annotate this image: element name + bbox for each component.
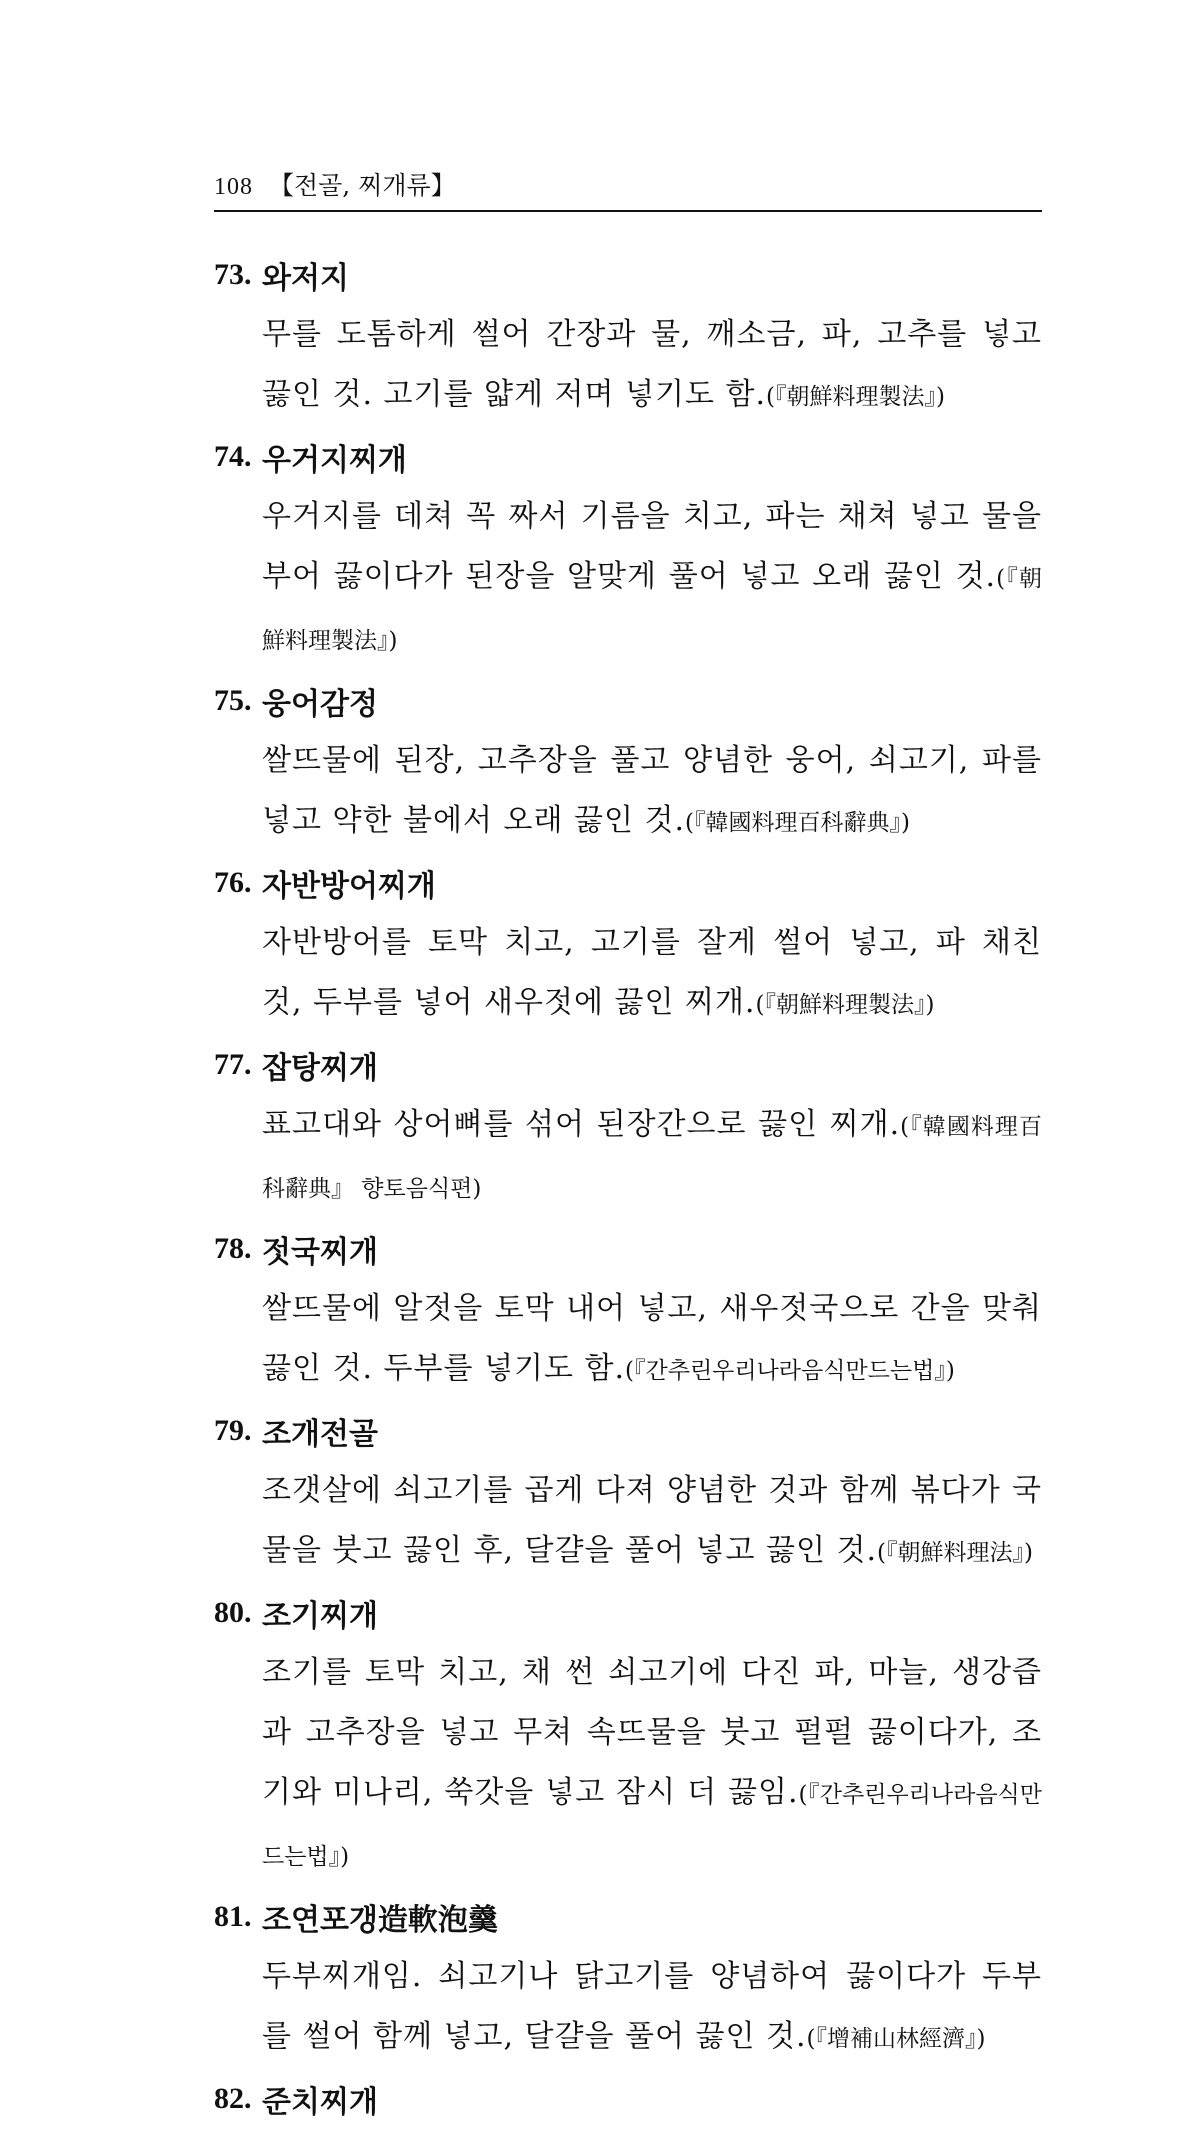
entry-description xyxy=(262,1947,1042,2069)
running-header xyxy=(214,166,456,202)
entry-name: 잡탕찌개 xyxy=(262,1051,378,1086)
entry-source: (『韓國料理百科辭典』) xyxy=(684,810,910,836)
entry-number: 77. xyxy=(214,1048,252,1081)
entry-title xyxy=(214,1219,1042,1279)
entry-description xyxy=(262,913,1042,1035)
entry-number: 73. xyxy=(214,258,252,291)
entry-text: 쌀뜨물에 된장, 고추장을 풀고 양념한 웅어, 쇠고기, 파를 넣고 약한 불에서 오래 끓인 것. xyxy=(262,743,1042,838)
entry-number: 81. xyxy=(214,1900,252,1933)
entry-74 xyxy=(214,427,1042,671)
entry-name: 조연포갱造軟泡羹 xyxy=(262,1903,498,1938)
entry-number: 74. xyxy=(214,440,252,473)
entry-number: 79. xyxy=(214,1414,252,1447)
entry-description xyxy=(262,1461,1042,1583)
entry-description xyxy=(262,487,1042,671)
entry-title xyxy=(214,245,1042,305)
entry-77 xyxy=(214,1035,1042,1219)
entry-source: (『朝鮮料理製法』) xyxy=(262,566,1042,654)
entry-name: 조기찌개 xyxy=(262,1599,378,1634)
entry-title xyxy=(214,1401,1042,1461)
header-rule xyxy=(214,210,1042,212)
entry-text: 쌀뜨물에 알젓을 토막 내어 넣고, 새우젓국으로 간을 맞춰 끓인 것. 두부를 넣기도 함. xyxy=(262,1291,1042,1386)
entry-number: 78. xyxy=(214,1232,252,1265)
entry-name: 젓국찌개 xyxy=(262,1235,378,1270)
entry-source: (『朝鮮料理製法』) xyxy=(755,992,935,1018)
page-number: 108 xyxy=(214,174,253,200)
entry-text: 자반방어를 토막 치고, 고기를 잘게 썰어 넣고, 파 채친 것, 두부를 넣어 새우젓에 끓인 찌개. xyxy=(262,925,1042,1020)
entry-name: 조개전골 xyxy=(262,1417,378,1452)
entry-name: 와저지 xyxy=(262,261,349,296)
entry-text: 무를 도톰하게 썰어 간장과 물, 깨소금, 파, 고추를 넣고 끓인 것. 고기를 얇게 저며 넣기도 함. xyxy=(262,317,1042,412)
entry-description xyxy=(262,305,1042,427)
entry-80 xyxy=(214,1583,1042,1887)
entry-source: (『간추린우리나라음식만드는법』) xyxy=(625,1358,955,1384)
entry-text: 두부찌개임. 쇠고기나 닭고기를 양념하여 끓이다가 두부를 썰어 함께 넣고, 달걀을 풀어 끓인 것. xyxy=(262,1959,1042,2054)
entry-description xyxy=(262,1279,1042,1401)
entry-source: (『韓國料理百科辭典』 향토음식편) xyxy=(262,1114,1042,1202)
entry-name: 웅어감정 xyxy=(262,687,378,722)
entry-number: 75. xyxy=(214,684,252,717)
entry-78 xyxy=(214,1219,1042,1401)
entry-81 xyxy=(214,1887,1042,2069)
entry-text: 우거지를 데쳐 꼭 짜서 기름을 치고, 파는 채쳐 넣고 물을 부어 끓이다가 된장을 알맞게 풀어 넣고 오래 끓인 것. xyxy=(262,499,1042,594)
entry-text: 조기를 토막 치고, 채 썬 쇠고기에 다진 파, 마늘, 생강즙과 고추장을 넣고 무쳐 속뜨물을 붓고 펄펄 끓이다가, 조기와 미나리, 쑥갓을 넣고 잠시 더 끓임. xyxy=(262,1655,1042,1810)
entry-79 xyxy=(214,1401,1042,1583)
entry-description xyxy=(262,1095,1042,1219)
entry-name: 준치찌개 xyxy=(262,2085,378,2120)
entry-name: 우거지찌개 xyxy=(262,443,407,478)
entry-number: 80. xyxy=(214,1596,252,1629)
entry-title xyxy=(214,853,1042,913)
entry-text: 표고대와 상어뼈를 섞어 된장간으로 끓인 찌개. xyxy=(262,1107,901,1142)
entry-title xyxy=(214,1583,1042,1643)
entry-source: (『朝鮮料理法』) xyxy=(877,1540,1033,1566)
entry-number: 82. xyxy=(214,2082,252,2115)
section-title: 【전골, 찌개류】 xyxy=(269,171,456,200)
entry-82 xyxy=(214,2069,1042,2129)
entry-title xyxy=(214,427,1042,487)
entry-number: 76. xyxy=(214,866,252,899)
entry-76 xyxy=(214,853,1042,1035)
entry-source: (『增補山林經濟』) xyxy=(806,2026,986,2052)
entry-source: (『朝鮮料理製法』) xyxy=(766,384,945,410)
entry-73 xyxy=(214,245,1042,427)
entry-title xyxy=(214,1887,1042,1947)
entry-75 xyxy=(214,671,1042,853)
entry-title xyxy=(214,2069,1042,2129)
entry-source: (『간추린우리나라음식만드는법』) xyxy=(262,1782,1042,1870)
entry-list xyxy=(214,245,1042,2129)
entry-text: 조갯살에 쇠고기를 곱게 다져 양념한 것과 함께 볶다가 국물을 붓고 끓인 후, 달걀을 풀어 넣고 끓인 것. xyxy=(262,1473,1042,1568)
entry-title xyxy=(214,1035,1042,1095)
entry-description xyxy=(262,1643,1042,1887)
entry-title xyxy=(214,671,1042,731)
entry-description xyxy=(262,731,1042,853)
entry-name: 자반방어찌개 xyxy=(262,869,436,904)
